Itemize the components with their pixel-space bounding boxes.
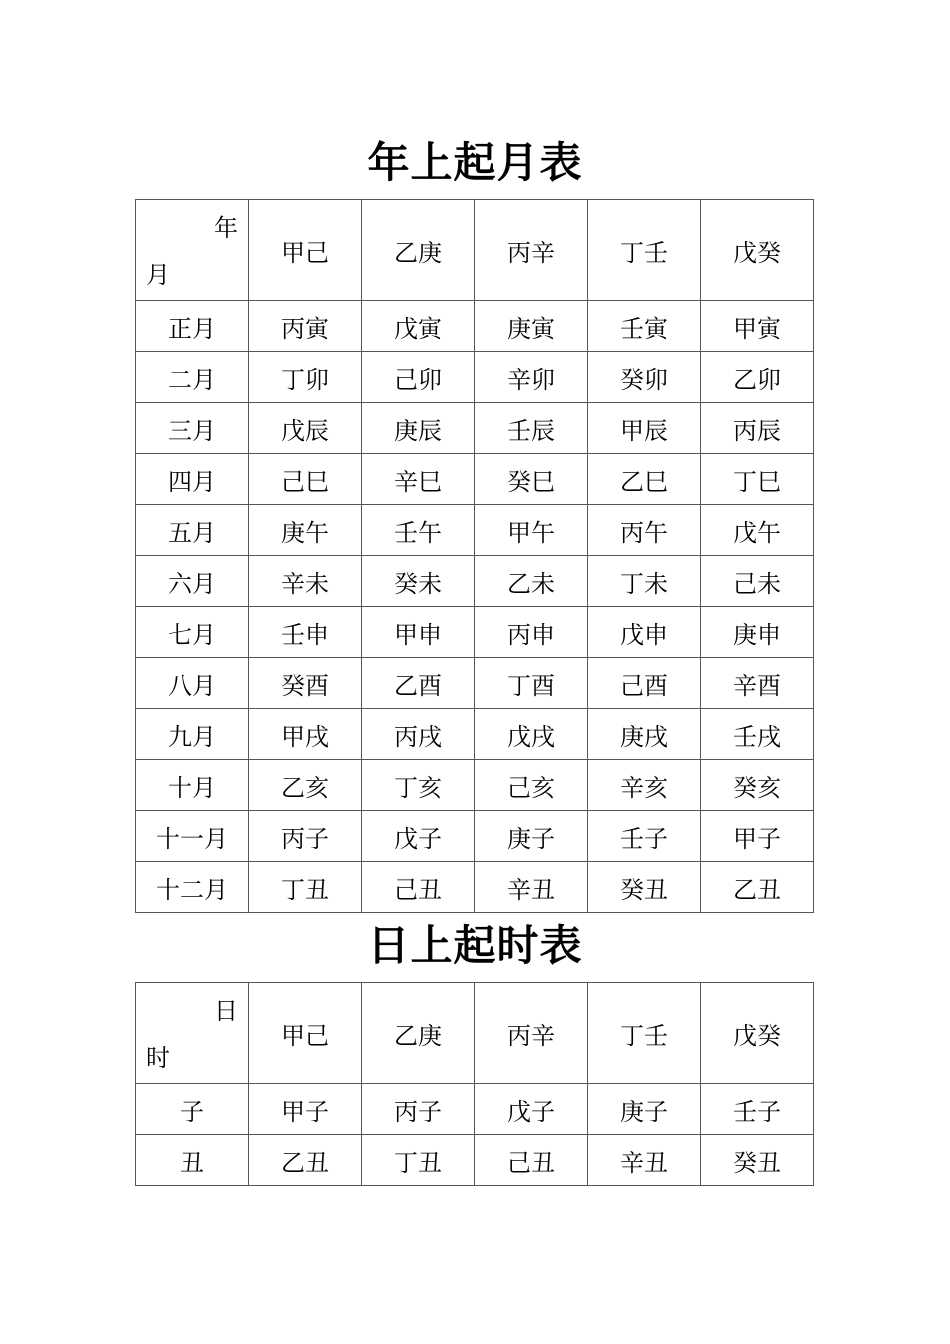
table-cell: 乙丑	[701, 862, 814, 913]
column-header: 乙庚	[362, 983, 475, 1084]
table-cell: 庚辰	[362, 403, 475, 454]
table-cell: 丙寅	[249, 301, 362, 352]
table-cell: 癸丑	[588, 862, 701, 913]
table-cell: 乙巳	[588, 454, 701, 505]
table-cell: 戊辰	[249, 403, 362, 454]
table-cell: 甲寅	[701, 301, 814, 352]
table-cell: 乙丑	[249, 1135, 362, 1186]
table-cell: 丁卯	[249, 352, 362, 403]
table-cell: 庚戌	[588, 709, 701, 760]
table-row	[136, 607, 814, 658]
table-row	[136, 352, 814, 403]
table-cell: 乙亥	[249, 760, 362, 811]
corner-top-label: 年	[214, 214, 238, 242]
row-label: 十二月	[136, 862, 249, 913]
table-cell: 己未	[701, 556, 814, 607]
table-cell: 庚午	[249, 505, 362, 556]
table-cell: 甲子	[249, 1084, 362, 1135]
table-cell: 甲申	[362, 607, 475, 658]
column-header: 戊癸	[701, 983, 814, 1084]
header-row	[136, 983, 814, 1084]
table-cell: 壬寅	[588, 301, 701, 352]
column-header: 甲己	[249, 200, 362, 301]
corner-bottom-label: 月	[146, 261, 170, 289]
table-row	[136, 1084, 814, 1135]
table-cell: 壬子	[701, 1084, 814, 1135]
table-cell: 辛卯	[475, 352, 588, 403]
corner-top-label: 日	[214, 997, 238, 1025]
column-header: 戊癸	[701, 200, 814, 301]
table-cell: 癸巳	[475, 454, 588, 505]
table-cell: 丁丑	[249, 862, 362, 913]
table-cell: 壬辰	[475, 403, 588, 454]
table-cell: 丙戌	[362, 709, 475, 760]
table-cell: 丙子	[249, 811, 362, 862]
row-label: 六月	[136, 556, 249, 607]
corner-cell	[136, 983, 249, 1084]
hour-table	[135, 982, 814, 1186]
table-cell: 癸未	[362, 556, 475, 607]
header-row	[136, 200, 814, 301]
corner-bottom-label: 时	[146, 1044, 170, 1072]
column-header: 甲己	[249, 983, 362, 1084]
table-row	[136, 454, 814, 505]
table-cell: 戊申	[588, 607, 701, 658]
row-label: 子	[136, 1084, 249, 1135]
table-row	[136, 403, 814, 454]
table-cell: 庚子	[588, 1084, 701, 1135]
table-row	[136, 301, 814, 352]
table-cell: 戊子	[362, 811, 475, 862]
table-cell: 庚申	[701, 607, 814, 658]
table-cell: 壬子	[588, 811, 701, 862]
table-cell: 癸丑	[701, 1135, 814, 1186]
table-cell: 乙酉	[362, 658, 475, 709]
column-header: 丙辛	[475, 983, 588, 1084]
row-label: 五月	[136, 505, 249, 556]
row-label: 九月	[136, 709, 249, 760]
row-label: 十月	[136, 760, 249, 811]
table-cell: 戊子	[475, 1084, 588, 1135]
table-cell: 庚子	[475, 811, 588, 862]
table-row	[136, 811, 814, 862]
table-cell: 甲子	[701, 811, 814, 862]
table-row	[136, 760, 814, 811]
column-header: 丁壬	[588, 983, 701, 1084]
table-cell: 壬戌	[701, 709, 814, 760]
table-cell: 壬申	[249, 607, 362, 658]
table-cell: 丁酉	[475, 658, 588, 709]
table-cell: 丁亥	[362, 760, 475, 811]
table-cell: 癸亥	[701, 760, 814, 811]
table-row	[136, 556, 814, 607]
table-cell: 戊寅	[362, 301, 475, 352]
table-cell: 癸酉	[249, 658, 362, 709]
column-header: 丙辛	[475, 200, 588, 301]
table-cell: 庚寅	[475, 301, 588, 352]
table-row	[136, 505, 814, 556]
table-cell: 丁未	[588, 556, 701, 607]
month-table	[135, 199, 814, 913]
table-cell: 辛巳	[362, 454, 475, 505]
table-cell: 丙辰	[701, 403, 814, 454]
column-header: 丁壬	[588, 200, 701, 301]
table-cell: 甲戌	[249, 709, 362, 760]
table-cell: 己丑	[475, 1135, 588, 1186]
table-cell: 己亥	[475, 760, 588, 811]
row-label: 七月	[136, 607, 249, 658]
table-cell: 戊午	[701, 505, 814, 556]
table-cell: 壬午	[362, 505, 475, 556]
table-cell: 丙午	[588, 505, 701, 556]
hour-table-title: 日上起时表	[367, 921, 583, 970]
table-cell: 辛亥	[588, 760, 701, 811]
table-cell: 己丑	[362, 862, 475, 913]
table-cell: 癸卯	[588, 352, 701, 403]
table-row	[136, 1135, 814, 1186]
row-label: 十一月	[136, 811, 249, 862]
table-cell: 戊戌	[475, 709, 588, 760]
table-cell: 丙申	[475, 607, 588, 658]
table-cell: 辛未	[249, 556, 362, 607]
corner-cell	[136, 200, 249, 301]
month-table-title: 年上起月表	[367, 138, 583, 187]
table-cell: 丙子	[362, 1084, 475, 1135]
row-label: 三月	[136, 403, 249, 454]
table-cell: 甲辰	[588, 403, 701, 454]
table-cell: 乙卯	[701, 352, 814, 403]
table-cell: 己巳	[249, 454, 362, 505]
table-cell: 丁丑	[362, 1135, 475, 1186]
table-cell: 辛丑	[588, 1135, 701, 1186]
table-cell: 辛丑	[475, 862, 588, 913]
table-cell: 辛酉	[701, 658, 814, 709]
row-label: 二月	[136, 352, 249, 403]
table-cell: 乙未	[475, 556, 588, 607]
table-cell: 丁巳	[701, 454, 814, 505]
table-cell: 己酉	[588, 658, 701, 709]
table-row	[136, 658, 814, 709]
table-cell: 己卯	[362, 352, 475, 403]
row-label: 四月	[136, 454, 249, 505]
table-row	[136, 709, 814, 760]
row-label: 丑	[136, 1135, 249, 1186]
table-cell: 甲午	[475, 505, 588, 556]
table-row	[136, 862, 814, 913]
row-label: 八月	[136, 658, 249, 709]
column-header: 乙庚	[362, 200, 475, 301]
row-label: 正月	[136, 301, 249, 352]
